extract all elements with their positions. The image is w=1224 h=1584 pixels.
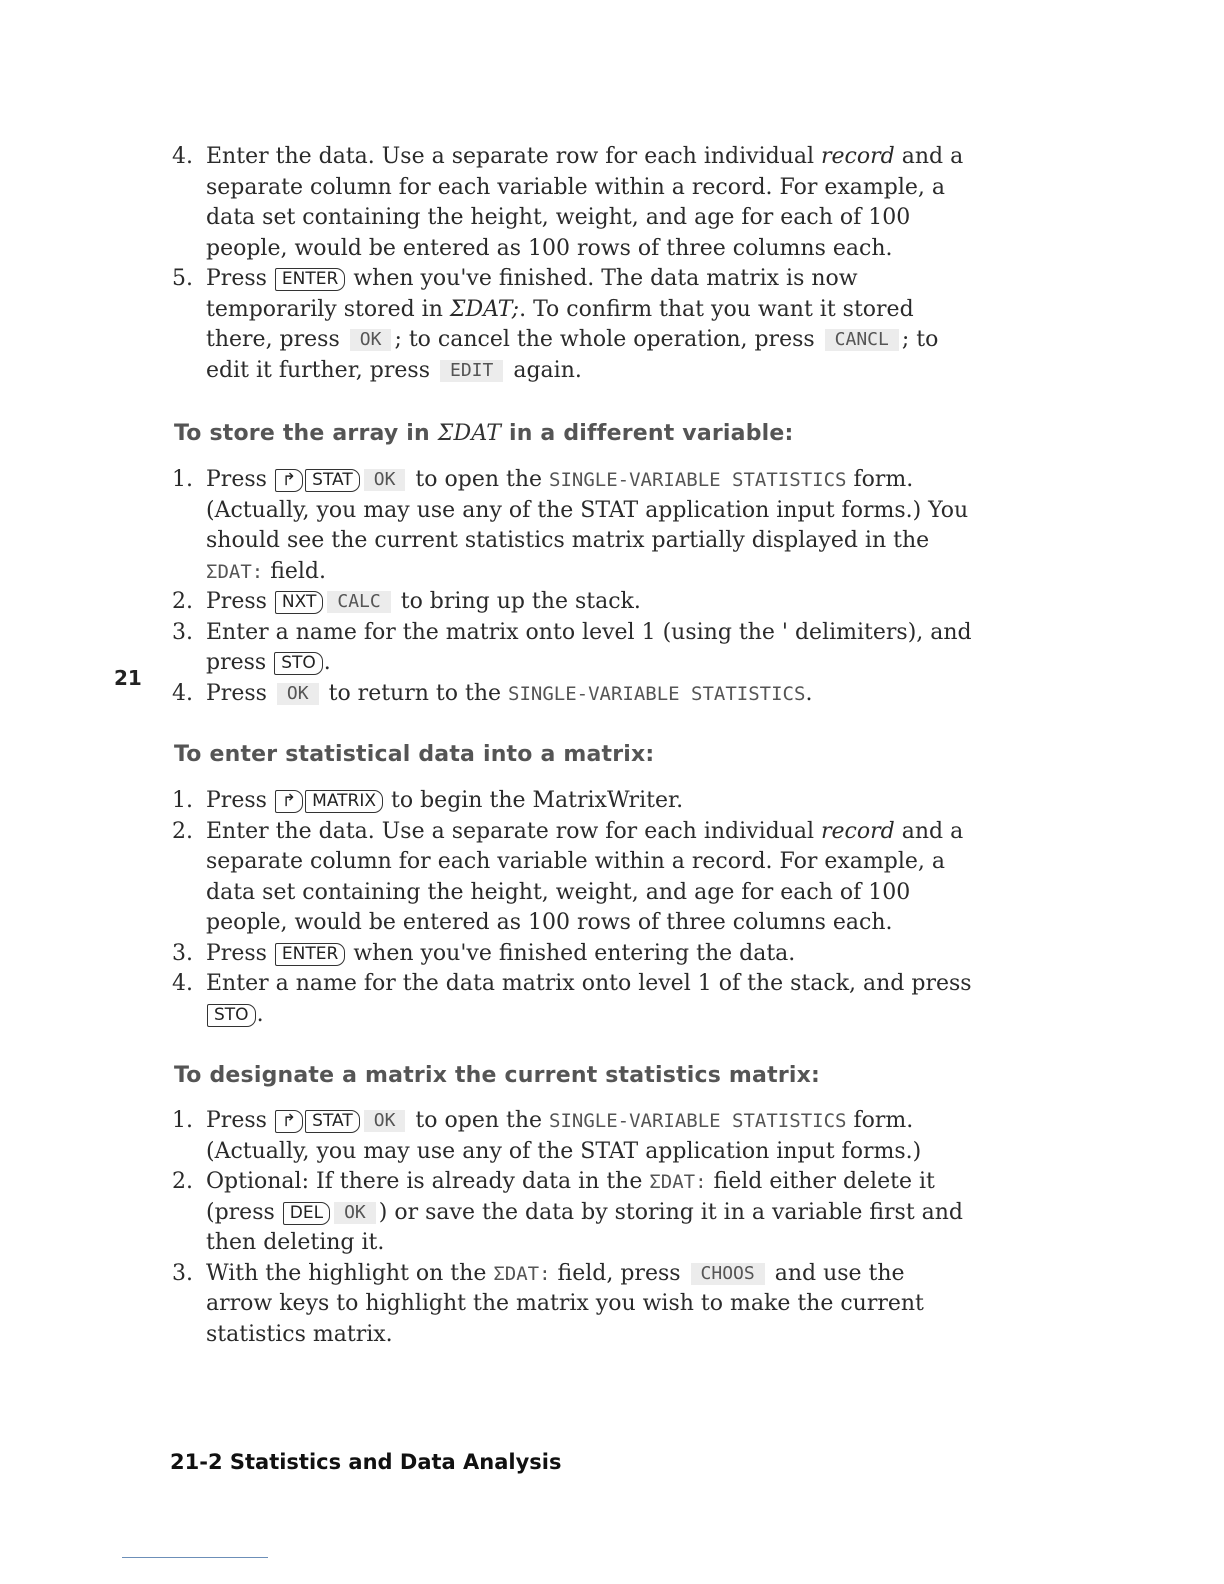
right-shift-key[interactable]: ↱	[275, 469, 303, 492]
step-number: 2.	[172, 1169, 193, 1194]
field-name: ΣDAT:	[649, 1171, 707, 1193]
step-number: 3.	[172, 619, 193, 645]
ok-softkey[interactable]: OK	[364, 1110, 406, 1132]
step-number: 1.	[172, 467, 193, 492]
calc-softkey[interactable]: CALC	[327, 591, 390, 613]
step-number: 3.	[172, 1260, 193, 1286]
list-item: 5. Press ENTER when you've finished. The data matrix is now temporarily stored in ΣDAT;. To confirm that you want it stored there, press OK ; to cancel the whole operation, press CANCL ; to edit it further, press EDIT again.	[172, 266, 939, 383]
list-item: 4. Enter a name for the data matrix onto level 1 of the stack, and press STO .	[172, 971, 972, 1027]
ok-softkey[interactable]: OK	[350, 329, 392, 351]
page-footer: 21-2 Statistics and Data Analysis	[170, 1450, 562, 1474]
list-item: 3. Enter a name for the matrix onto level 1 (using the ' delimiters), and press STO .	[172, 619, 972, 675]
right-shift-key[interactable]: ↱	[275, 790, 303, 813]
enter-data-steps	[172, 786, 972, 1030]
store-array-steps	[172, 465, 972, 709]
sto-key[interactable]: STO	[207, 1004, 256, 1027]
list-item: 2. Optional: If there is already data in the ΣDAT: field either delete it (press DEL OK ) or save the data by storing it in a variable first and then deleting it.	[172, 1169, 964, 1255]
step-number: 1.	[172, 1108, 193, 1133]
matrix-key[interactable]: MATRIX	[305, 790, 383, 813]
form-name: SINGLE-VARIABLE STATISTICS	[508, 682, 806, 705]
list-item: 1. Press ↱ STAT OK to open the SINGLE-VARIABLE STATISTICS form. (Actually, you may use any of the STAT application input forms.)	[172, 1108, 922, 1164]
step-number: 4.	[172, 144, 193, 169]
choose-softkey[interactable]: CHOOS	[691, 1263, 765, 1285]
section-heading-store-array: To store the array in ΣDAT in a different variable:	[174, 421, 794, 446]
step-number: 1.	[172, 788, 193, 813]
sto-key[interactable]: STO	[274, 652, 323, 675]
step-number: 4.	[172, 971, 193, 996]
del-key[interactable]: DEL	[283, 1202, 330, 1225]
edit-softkey[interactable]: EDIT	[440, 360, 503, 382]
chapter-tab: 21	[114, 666, 142, 690]
list-item: 2. Enter the data. Use a separate row for each individual record and a separate column for each variable within a record. For example, a data set containing the height, weight, and age for each of 100 people, would be entered as 100 rows of three columns each.	[172, 818, 964, 935]
list-item: 2. Press NXT CALC to bring up the stack.	[172, 587, 972, 618]
list-item: 3. Press ENTER when you've finished entering the data.	[172, 939, 972, 970]
field-name: ΣDAT:	[493, 1262, 551, 1285]
section-heading-designate-matrix: To designate a matrix the current statistics matrix:	[174, 1063, 820, 1088]
ok-softkey[interactable]: OK	[334, 1202, 376, 1224]
ok-softkey[interactable]: OK	[364, 469, 406, 491]
form-name: SINGLE-VARIABLE STATISTICS	[549, 469, 847, 491]
step-number: 3.	[172, 940, 193, 966]
list-item: 1. Press ↱ STAT OK to open the SINGLE-VARIABLE STATISTICS form. (Actually, you may use any of the STAT application input forms.) You should see the current statistics matrix partially displayed in the ΣDAT: field.	[172, 467, 969, 584]
cancel-softkey[interactable]: CANCL	[825, 329, 899, 351]
stat-key[interactable]: STAT	[305, 1110, 360, 1133]
list-item: 4. Press OK to return to the SINGLE-VARIABLE STATISTICS.	[172, 679, 972, 710]
ok-softkey[interactable]: OK	[277, 683, 319, 705]
step-number: 4.	[172, 680, 193, 706]
enter-key[interactable]: ENTER	[275, 268, 345, 291]
list-item: 4. Enter the data. Use a separate row for each individual record and a separate column for each variable within a record. For example, a data set containing the height, weight, and age for each of 100 people, would be entered as 100 rows of three columns each.	[172, 144, 964, 261]
enter-key[interactable]: ENTER	[275, 943, 345, 966]
nxt-key[interactable]: NXT	[275, 591, 323, 614]
field-name: ΣDAT:	[206, 560, 264, 583]
step-number: 2.	[172, 589, 193, 614]
form-name: SINGLE-VARIABLE STATISTICS	[549, 1110, 847, 1132]
step-number: 5.	[172, 266, 193, 291]
stat-key[interactable]: STAT	[305, 469, 360, 492]
list-item: 1. Press ↱ MATRIX to begin the MatrixWriter.	[172, 786, 972, 817]
step-number: 2.	[172, 818, 193, 844]
bottom-rule	[122, 1557, 268, 1558]
right-shift-key[interactable]: ↱	[275, 1110, 303, 1133]
list-item: 3. With the highlight on the ΣDAT: field, press CHOOS and use the arrow keys to highlight the matrix you wish to make the current statistics matrix.	[172, 1260, 924, 1347]
section-heading-enter-data: To enter statistical data into a matrix:	[174, 742, 655, 767]
designate-matrix-steps	[172, 1106, 972, 1350]
data-entry-steps	[172, 142, 972, 386]
